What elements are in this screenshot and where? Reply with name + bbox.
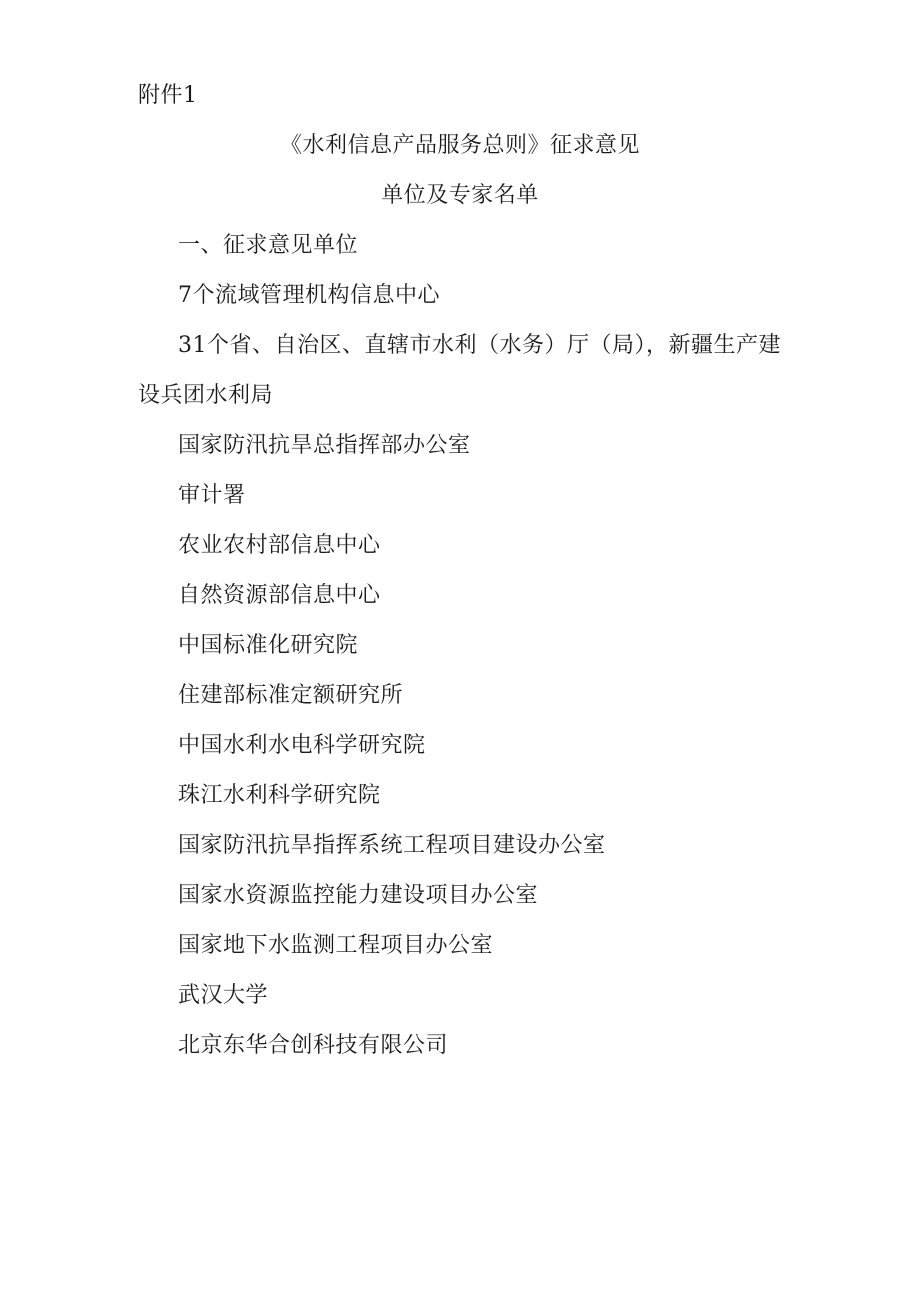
section-heading: 一、征求意见单位 <box>178 233 359 258</box>
unit-item: 武汉大学 <box>178 983 269 1008</box>
unit-item: 中国水利水电科学研究院 <box>178 733 426 758</box>
document-title-line-2: 单位及专家名单 <box>381 183 539 208</box>
unit-item: 农业农村部信息中心 <box>178 533 381 558</box>
unit-item: 7个流域管理机构信息中心 <box>178 283 440 308</box>
unit-item: 珠江水利科学研究院 <box>178 783 381 808</box>
unit-item: 31个省、自治区、直辖市水利（水务）厅（局），新疆生产建 <box>178 333 781 358</box>
unit-item: 国家防汛抗旱总指挥部办公室 <box>178 433 471 458</box>
unit-item: 国家地下水监测工程项目办公室 <box>178 933 494 958</box>
unit-item: 自然资源部信息中心 <box>178 583 381 608</box>
unit-item-continuation: 设兵团水利局 <box>138 383 274 408</box>
unit-item: 北京东华合创科技有限公司 <box>178 1033 449 1058</box>
unit-item: 国家防汛抗旱指挥系统工程项目建设办公室 <box>178 833 606 858</box>
unit-item: 中国标准化研究院 <box>178 633 359 658</box>
unit-item: 住建部标准定额研究所 <box>178 683 404 708</box>
unit-item: 国家水资源监控能力建设项目办公室 <box>178 883 539 908</box>
unit-item: 审计署 <box>178 483 246 508</box>
document-title-line-1: 《水利信息产品服务总则》征求意见 <box>279 133 640 158</box>
attachment-label: 附件1 <box>138 83 198 108</box>
